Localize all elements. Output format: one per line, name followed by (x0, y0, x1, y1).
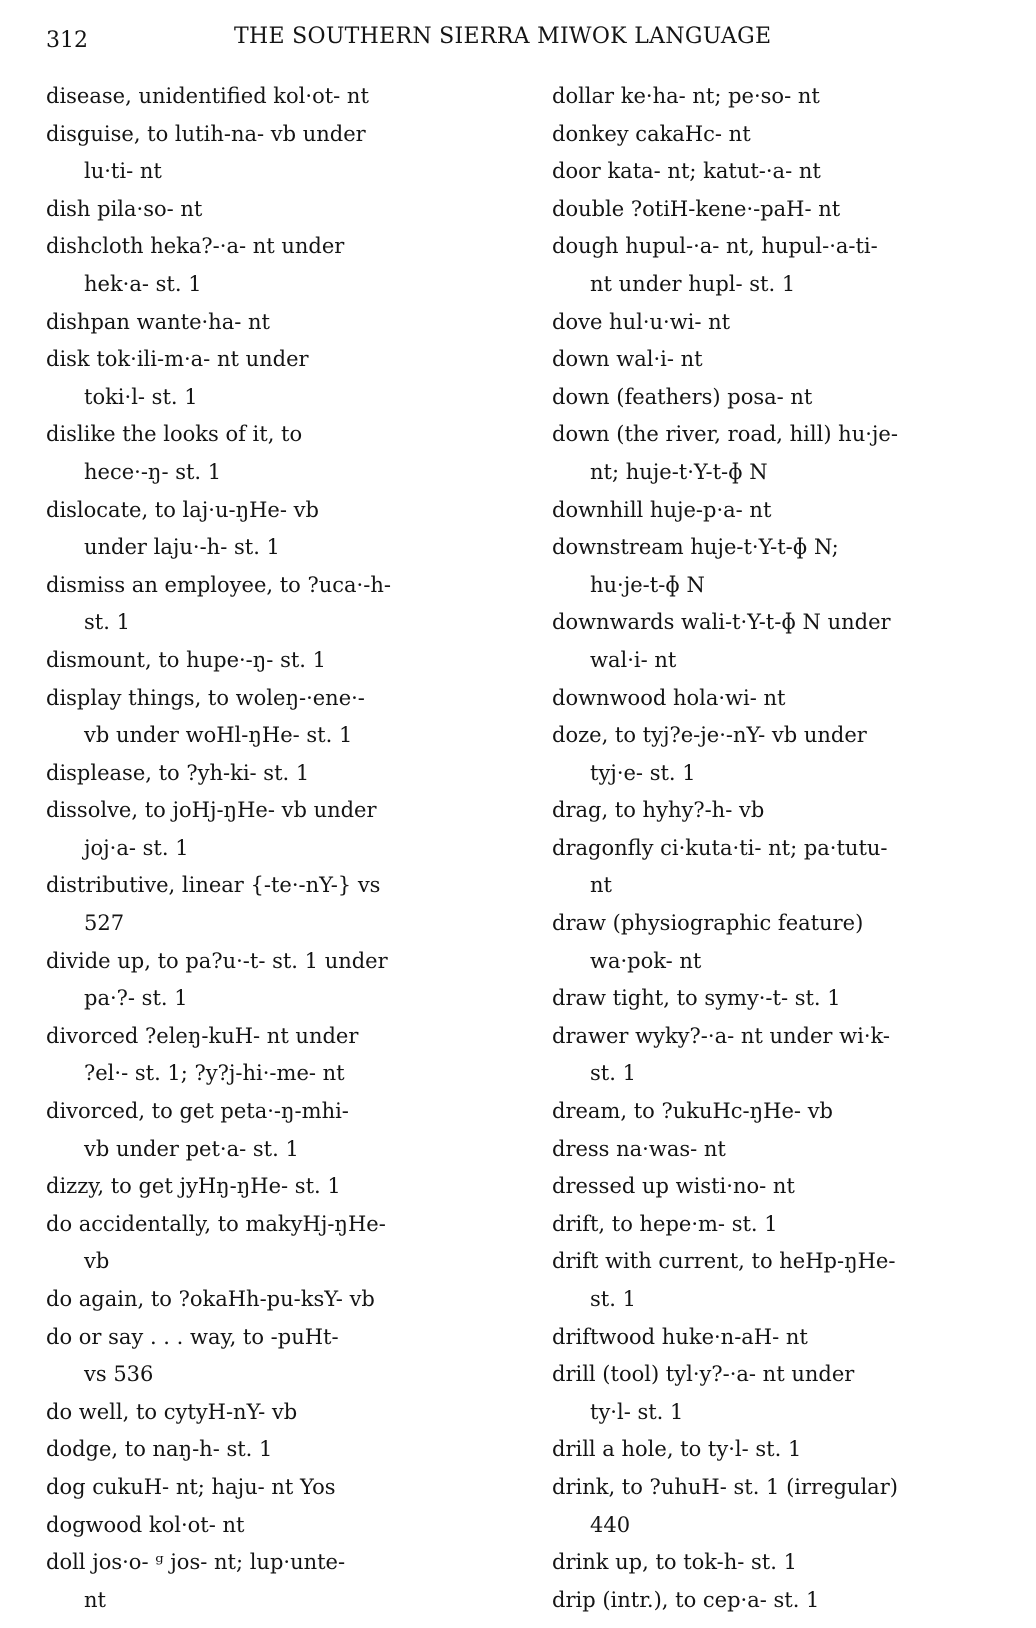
entry-line: doze, to tyj?e-je·-nY- vb under (552, 723, 867, 748)
entry-line: downhill huje-p·a- nt (552, 497, 772, 522)
entry-line: divide up, to pa?u·-t- st. 1 under (46, 948, 388, 973)
entry-continuation-line: under laju·-h- st. 1 (84, 535, 280, 560)
entry-continuation-line: nt (590, 873, 612, 898)
entry-line: down (feathers) posa- nt (552, 384, 813, 409)
entry-line: dishpan wante·ha- nt (46, 309, 270, 334)
entry-line: dislike the looks of it, to (46, 422, 303, 447)
entry-continuation-line: st. 1 (590, 1287, 636, 1311)
entry-line: downwards wali-t·Y-t-ɸ N under (552, 610, 891, 635)
entry-line: draw (physiographic feature) (552, 911, 864, 936)
entry-line: draw tight, to symy·-t- st. 1 (552, 986, 841, 1011)
entry-continuation-line: ?el·- st. 1; ?y?j-hi·-me- nt (84, 1061, 345, 1086)
entry-line: downwood hola·wi- nt (552, 685, 786, 710)
entry-continuation-line: vb under woHl-ŋHe- st. 1 (84, 723, 353, 748)
entry-line: dream, to ?ukuHc-ŋHe- vb (552, 1099, 833, 1124)
entry-line: dove hul·u·wi- nt (552, 309, 731, 334)
right-column (552, 78, 1022, 1619)
entry-line: drink up, to tok-h- st. 1 (552, 1550, 797, 1575)
entry-continuation-line: pa·?- st. 1 (84, 986, 188, 1011)
entry-continuation-line: toki·l- st. 1 (84, 384, 198, 409)
entry-line: drink, to ?uhuH- st. 1 (irregular) (552, 1474, 898, 1499)
entry-line: dough hupul-·a- nt, hupul-·a-ti- (552, 234, 878, 259)
entry-continuation-line: nt; huje-t·Y-t-ɸ N (590, 459, 768, 484)
entry-line: drill a hole, to ty·l- st. 1 (552, 1437, 802, 1462)
entry-line: drift, to hepe·m- st. 1 (552, 1211, 778, 1236)
entry-line: dizzy, to get jyHŋ-ŋHe- st. 1 (46, 1174, 341, 1199)
entry-line: dragonfly ci·kuta·ti- nt; pa·tutu- (552, 835, 888, 860)
entry-line: disease, unidentified kol·ot- nt (46, 84, 369, 108)
running-title: THE SOUTHERN SIERRA MIWOK LANGUAGE (234, 24, 772, 49)
entry-line: dishcloth heka?-·a- nt under (46, 234, 345, 259)
entry-continuation-line: vb (84, 1249, 110, 1274)
entry-line: divorced ?eleŋ-kuH- nt under (46, 1023, 359, 1048)
entry-line: drawer wyky?-·a- nt under wi·k- (552, 1023, 890, 1048)
entry-line: do accidentally, to makyHj-ŋHe- (46, 1211, 386, 1236)
entry-line: downstream huje-t·Y-t-ɸ N; (552, 535, 839, 560)
entry-continuation-line: hece·-ŋ- st. 1 (84, 459, 222, 484)
entry-continuation-line: vb under pet·a- st. 1 (84, 1136, 299, 1161)
entry-line: dislocate, to laj·u-ŋHe- vb (46, 497, 319, 522)
entry-line: do well, to cytyH-nY- vb (46, 1399, 298, 1424)
left-column (46, 78, 516, 1619)
entry-line: dismiss an employee, to ?uca·-h- (46, 572, 391, 597)
entry-continuation-line: hu·je-t-ɸ N (590, 572, 705, 597)
entry-line: display things, to woleŋ-·ene·- (46, 685, 365, 710)
entry-continuation-line: nt under hupl- st. 1 (590, 271, 796, 296)
entry-line: drill (tool) tyl·y?-·a- nt under (552, 1362, 855, 1387)
entry-line: dress na·was- nt (552, 1136, 726, 1161)
entry-line: distributive, linear {-te·-nY-} vs (46, 873, 381, 898)
entry-line: drift with current, to heHp-ŋHe- (552, 1249, 896, 1274)
entry-continuation-line: wa·pok- nt (590, 948, 702, 973)
entry-line: donkey cakaHc- nt (552, 121, 751, 146)
page-number: 312 (46, 28, 88, 53)
entry-line: dish pila·so- nt (46, 196, 203, 221)
entry-line: dollar ke·ha- nt; pe·so- nt (552, 84, 820, 108)
entry-continuation-line: joj·a- st. 1 (84, 835, 189, 860)
entry-line: dodge, to naŋ-h- st. 1 (46, 1437, 273, 1462)
entry-line: dogwood kol·ot- nt (46, 1512, 245, 1537)
entry-line: drip (intr.), to cep·a- st. 1 (552, 1587, 820, 1612)
entry-line: disguise, to lutih-na- vb under (46, 121, 366, 146)
entry-line: drag, to hyhy?-h- vb (552, 798, 765, 823)
entry-line: driftwood huke·n-aH- nt (552, 1324, 808, 1349)
page-header (46, 18, 1006, 58)
entry-line: dismount, to hupe·-ŋ- st. 1 (46, 647, 327, 672)
entry-continuation-line: st. 1 (84, 610, 130, 635)
entry-line: down wal·i- nt (552, 347, 703, 372)
entry-line: do or say . . . way, to -puHt- (46, 1324, 339, 1349)
entry-continuation-line: vs 536 (84, 1362, 154, 1387)
entry-continuation-line: 527 (84, 911, 125, 936)
entry-continuation-line: lu·ti- nt (84, 159, 162, 184)
entry-continuation-line: tyj·e- st. 1 (590, 760, 696, 785)
entry-line: down (the river, road, hill) hu·je- (552, 422, 898, 447)
entry-continuation-line: ty·l- st. 1 (590, 1399, 684, 1424)
entry-continuation-line: hek·a- st. 1 (84, 271, 202, 296)
entry-continuation-line: 440 (590, 1512, 631, 1537)
entry-line: door kata- nt; katut-·a- nt (552, 159, 821, 184)
entry-line: doll jos·o- ᵍ jos- nt; lup·unte- (46, 1550, 346, 1575)
entry-line: dressed up wisti·no- nt (552, 1174, 795, 1199)
entry-line: double ?otiH-kene·-paH- nt (552, 196, 841, 221)
entry-line: divorced, to get peta·-ŋ-mhi- (46, 1099, 349, 1124)
entry-line: dog cukuH- nt; haju- nt Yos (46, 1474, 336, 1499)
entry-line: do again, to ?okaHh-pu-ksY- vb (46, 1287, 375, 1311)
entry-continuation-line: st. 1 (590, 1061, 636, 1086)
entry-line: dissolve, to joHj-ŋHe- vb under (46, 798, 377, 823)
entry-line: disk tok·ili-m·a- nt under (46, 347, 309, 372)
entry-continuation-line: wal·i- nt (590, 647, 677, 672)
entry-continuation-line: nt (84, 1587, 106, 1612)
entry-line: displease, to ?yh-ki- st. 1 (46, 760, 310, 785)
